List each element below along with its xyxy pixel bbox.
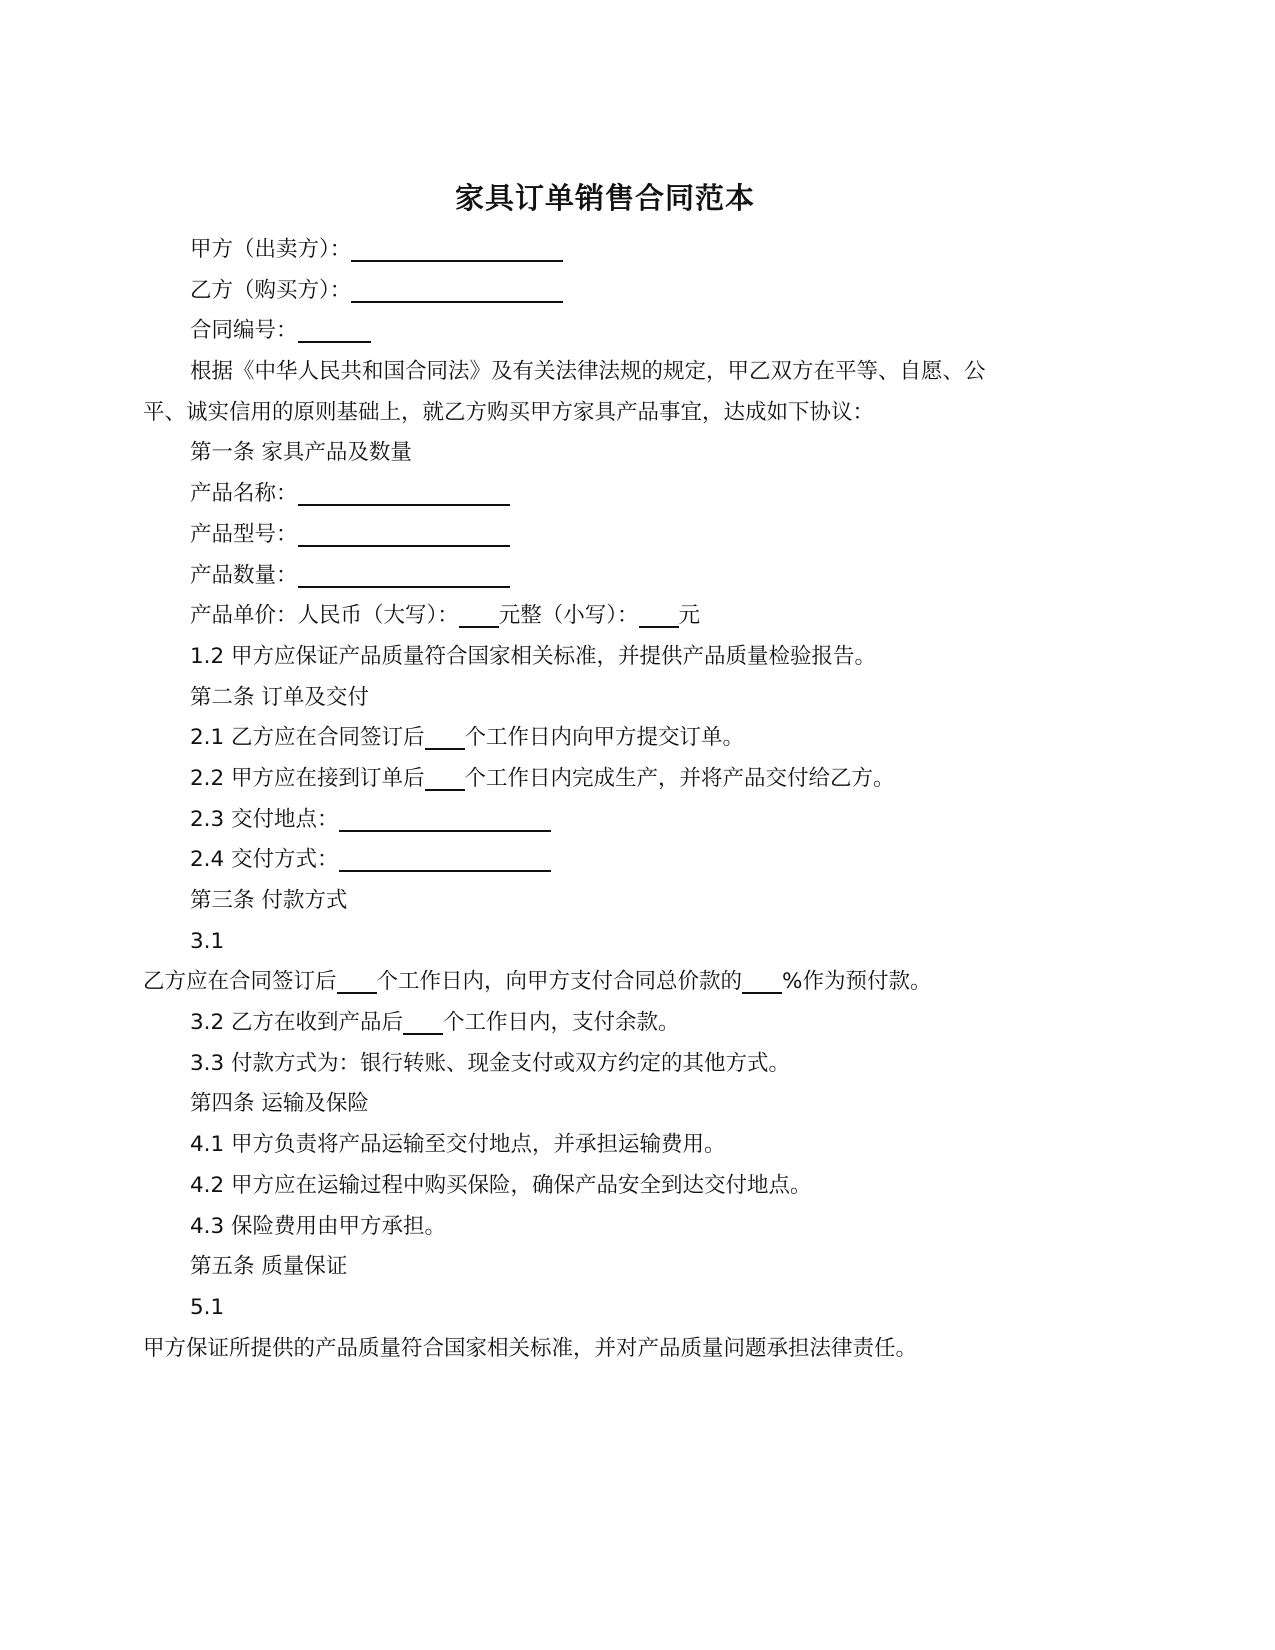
price-mid: 元整（小写）： bbox=[498, 603, 639, 629]
article-4-heading: 第四条 运输及保险 bbox=[190, 1091, 369, 1117]
party-b-label: 乙方（购买方）： bbox=[190, 277, 352, 303]
product-qty-label: 产品数量： bbox=[190, 562, 298, 588]
clause-text: 个工作日内向甲方提交订单。 bbox=[464, 725, 745, 751]
preamble-line-1: 根据《中华人民共和国合同法》及有关法律法规的规定，甲乙双方在平等、自愿、公 bbox=[190, 359, 986, 385]
clause-4-2: 4.2 甲方应在运输过程中购买保险，确保产品安全到达交付地点。 bbox=[190, 1172, 812, 1198]
clause-4-3: 4.3 保险费用由甲方承担。 bbox=[190, 1213, 447, 1239]
days-blank bbox=[337, 968, 377, 994]
article-3-heading: 第三条 付款方式 bbox=[190, 888, 348, 913]
days-blank bbox=[425, 724, 465, 750]
product-model-label: 产品型号： bbox=[190, 521, 298, 547]
days-blank bbox=[425, 765, 465, 791]
clause-text: 个工作日内完成生产，并将产品交付给乙方。 bbox=[464, 765, 895, 791]
contract-no-label: 合同编号： bbox=[190, 318, 298, 344]
product-name-label: 产品名称： bbox=[190, 481, 298, 507]
price-lower-blank bbox=[639, 602, 679, 628]
percent-blank bbox=[742, 968, 782, 994]
clause-5-1-number: 5.1 bbox=[190, 1294, 225, 1320]
clause-text: 乙方应在合同签订后 bbox=[143, 969, 337, 995]
clause-text: 个工作日内，向甲方支付合同总价款的 bbox=[376, 969, 743, 995]
price-upper-blank bbox=[459, 602, 499, 628]
product-price-line bbox=[143, 596, 1083, 637]
clause-4-1: 4.1 甲方负责将产品运输至交付地点，并承担运输费用。 bbox=[190, 1132, 726, 1158]
product-name-line bbox=[143, 474, 1083, 515]
product-qty-line bbox=[143, 556, 1083, 597]
article-1-heading: 第一条 家具产品及数量 bbox=[190, 440, 412, 466]
product-model-blank bbox=[298, 521, 510, 547]
party-b-line bbox=[143, 271, 1083, 312]
preamble-line-2: 平、诚实信用的原则基础上，就乙方购买甲方家具产品事宜，达成如下协议： bbox=[143, 399, 875, 425]
clause-3-3: 3.3 付款方式为：银行转账、现金支付或双方约定的其他方式。 bbox=[190, 1050, 791, 1076]
clause-text: 2.1 乙方应在合同签订后 bbox=[190, 725, 425, 751]
party-a-line bbox=[143, 230, 1083, 271]
clause-3-2 bbox=[143, 1003, 1083, 1044]
clause-2-2 bbox=[143, 759, 1083, 800]
price-label: 产品单价：人民币（大写）： bbox=[190, 603, 459, 629]
contract-body bbox=[143, 230, 1083, 1369]
product-name-blank bbox=[298, 480, 510, 506]
clause-3-1 bbox=[143, 962, 1083, 1003]
party-a-label: 甲方（出卖方）： bbox=[190, 237, 352, 262]
clause-2-1 bbox=[143, 718, 1083, 759]
clause-2-4 bbox=[143, 840, 1083, 881]
clause-text: %作为预付款。 bbox=[782, 969, 932, 995]
clause-text: 2.4 交付方式： bbox=[190, 847, 339, 873]
clause-1-2: 1.2 甲方应保证产品质量符合国家相关标准，并提供产品质量检验报告。 bbox=[190, 643, 877, 669]
contract-no-blank bbox=[298, 317, 371, 343]
price-unit: 元 bbox=[678, 603, 701, 629]
product-model-line bbox=[143, 515, 1083, 556]
contract-no-line bbox=[143, 311, 1083, 352]
party-b-blank bbox=[351, 277, 563, 303]
party-a-blank bbox=[351, 236, 563, 262]
product-qty-blank bbox=[298, 562, 510, 588]
days-blank bbox=[403, 1009, 443, 1035]
clause-text: 2.2 甲方应在接到订单后 bbox=[190, 765, 425, 791]
clause-3-1-number: 3.1 bbox=[190, 928, 225, 954]
clause-text: 个工作日内，支付余款。 bbox=[443, 1010, 680, 1036]
document-title: 家具订单销售合同范本 bbox=[454, 181, 755, 215]
clause-text: 3.2 乙方在收到产品后 bbox=[190, 1010, 404, 1036]
article-5-heading: 第五条 质量保证 bbox=[190, 1254, 348, 1280]
delivery-place-blank bbox=[339, 806, 551, 832]
clause-5-1: 甲方保证所提供的产品质量符合国家相关标准，并对产品质量问题承担法律责任。 bbox=[143, 1335, 918, 1361]
clause-2-3 bbox=[143, 800, 1083, 841]
delivery-method-blank bbox=[339, 846, 551, 872]
clause-text: 2.3 交付地点： bbox=[190, 806, 339, 832]
article-2-heading: 第二条 订单及交付 bbox=[190, 684, 369, 710]
